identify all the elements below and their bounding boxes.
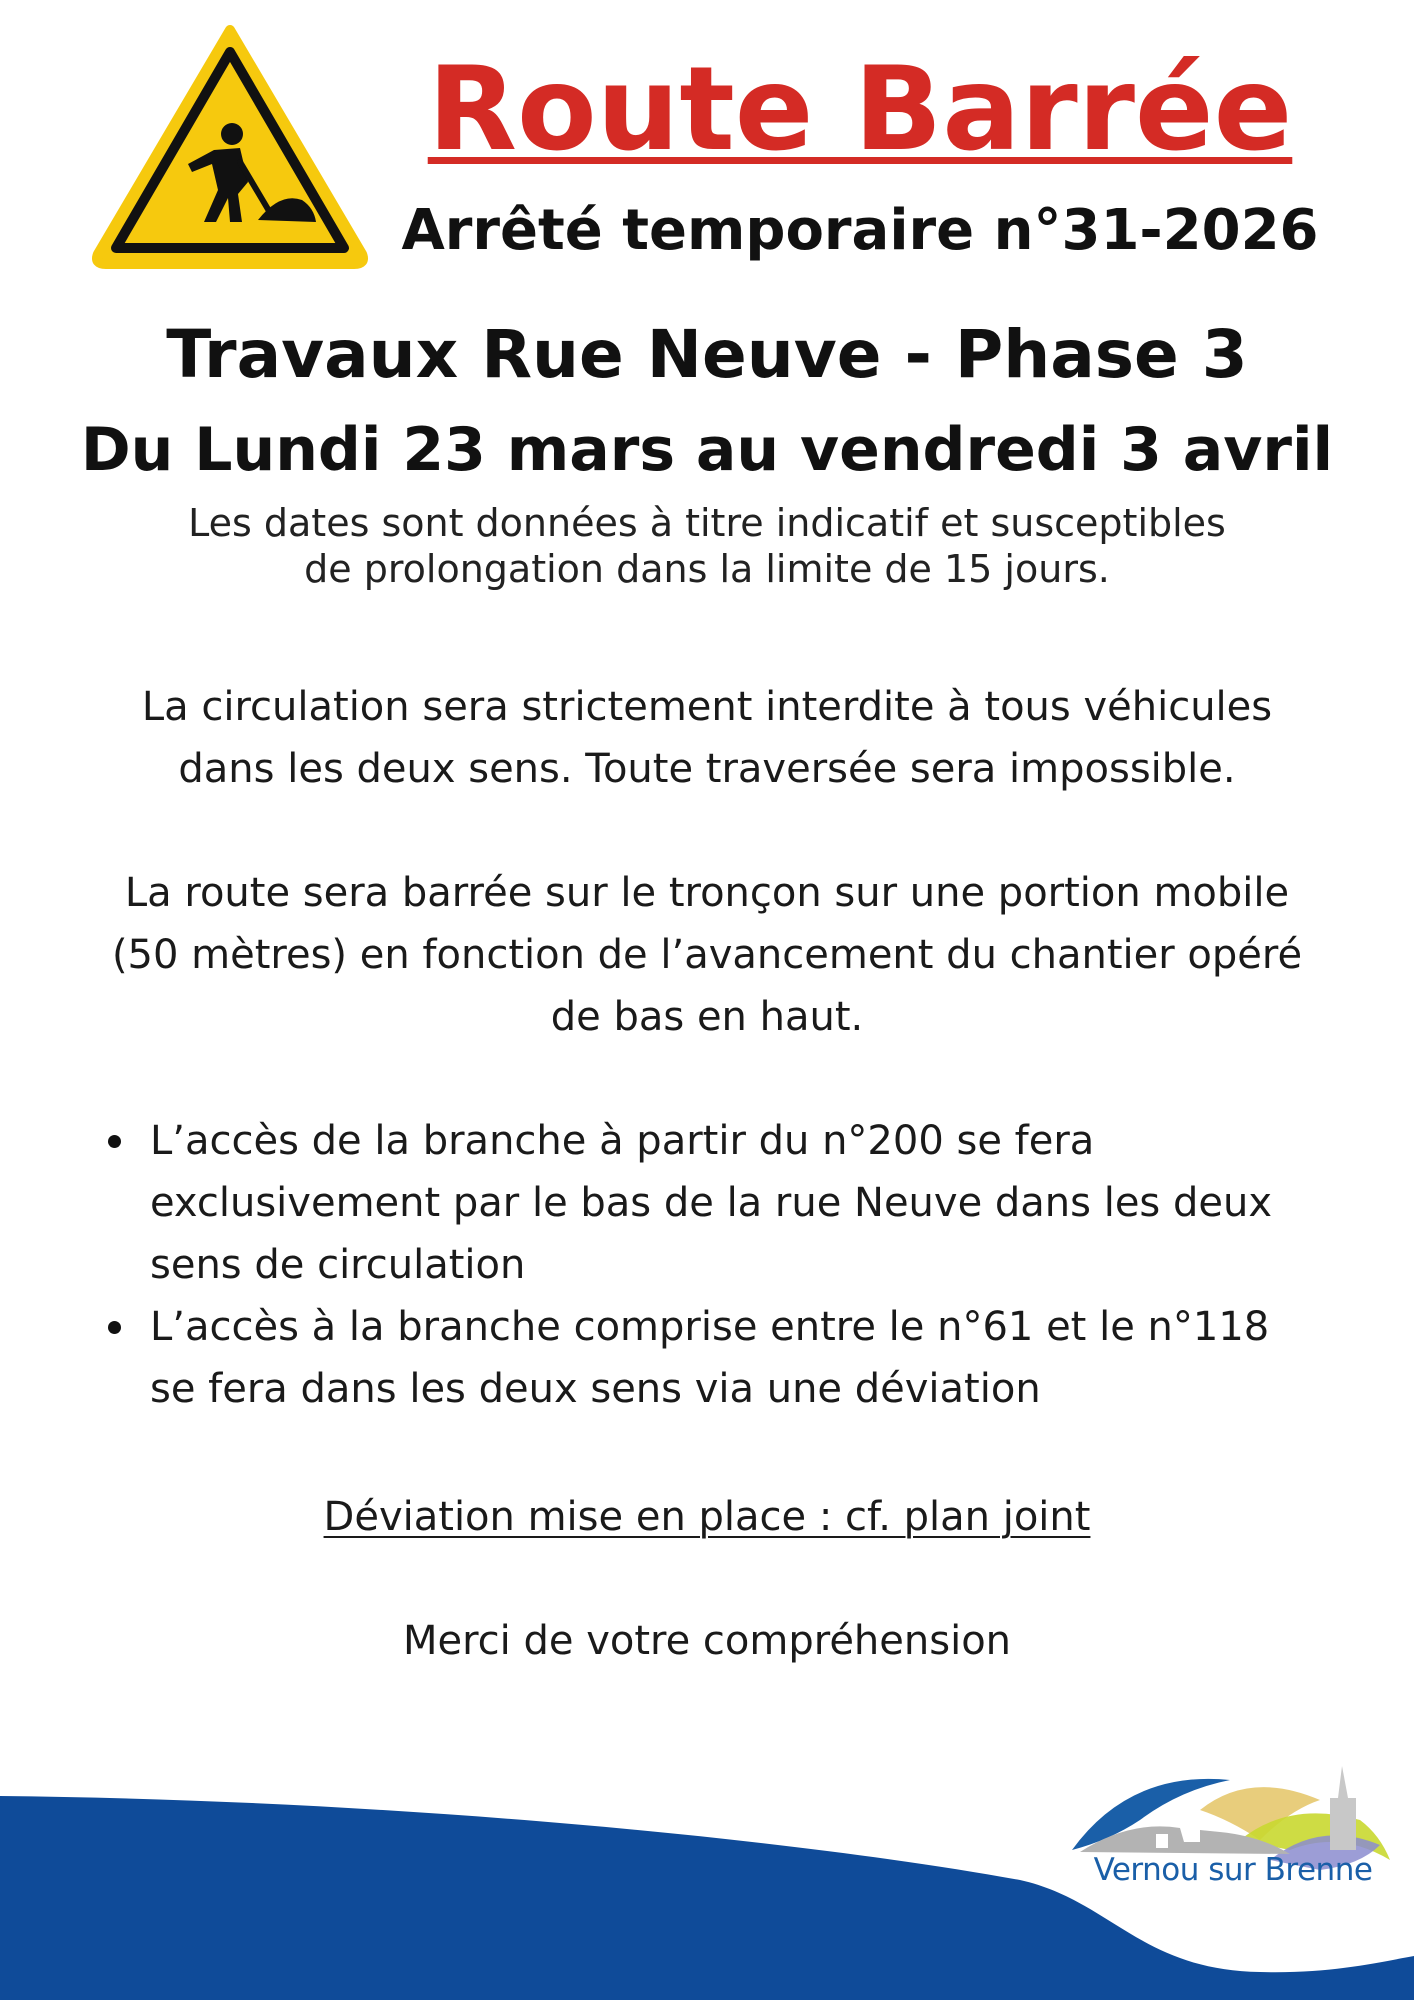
works-title: Travaux Rue Neuve - Phase 3: [166, 316, 1248, 393]
paragraph-line: (50 mètres) en fonction de l’avancement du chantier opéré: [111, 932, 1303, 978]
works-dates: Du Lundi 23 mars au vendredi 3 avril: [80, 415, 1334, 485]
list-item: [100, 1296, 1350, 1420]
bullet-icon: [108, 1321, 121, 1334]
paragraph-line: La route sera barrée sur le tronçon sur une portion mobile: [124, 870, 1290, 916]
page-title: Route Barrée: [427, 42, 1293, 177]
detour-note: Déviation mise en place : cf. plan joint: [323, 1494, 1091, 1540]
paragraph-line: dans les deux sens. Toute traversée sera impossible.: [178, 746, 1236, 792]
list-item-line: exclusivement par le bas de la rue Neuve dans les deux: [150, 1180, 1273, 1226]
decree-number: Arrêté temporaire n°31-2026: [401, 198, 1319, 263]
list-item-line: L’accès à la branche comprise entre le n°61 et le n°118: [150, 1304, 1270, 1350]
paragraph-line: La circulation sera strictement interdite à tous véhicules: [141, 684, 1273, 730]
roadwork-warning-icon: [90, 22, 370, 272]
list-item-line: se fera dans les deux sens via une déviation: [150, 1366, 1041, 1412]
dates-disclaimer: [100, 500, 1314, 592]
access-list: [100, 1110, 1350, 1420]
list-item-line: sens de circulation: [150, 1242, 526, 1288]
logo-text: Vernou sur Brenne: [1093, 1852, 1373, 1888]
traffic-ban-paragraph: [70, 676, 1344, 800]
paragraph-line: de bas en haut.: [550, 994, 864, 1040]
disclaimer-line: Les dates sont données à titre indicatif et susceptibles: [188, 501, 1226, 545]
list-item-line: L’accès de la branche à partir du n°200 se fera: [150, 1118, 1095, 1164]
road-section-paragraph: [70, 862, 1344, 1048]
list-item: [100, 1110, 1350, 1296]
bullet-icon: [108, 1135, 121, 1148]
thanks-message: Merci de votre compréhension: [402, 1618, 1012, 1664]
disclaimer-line: de prolongation dans la limite de 15 jours.: [304, 547, 1110, 591]
